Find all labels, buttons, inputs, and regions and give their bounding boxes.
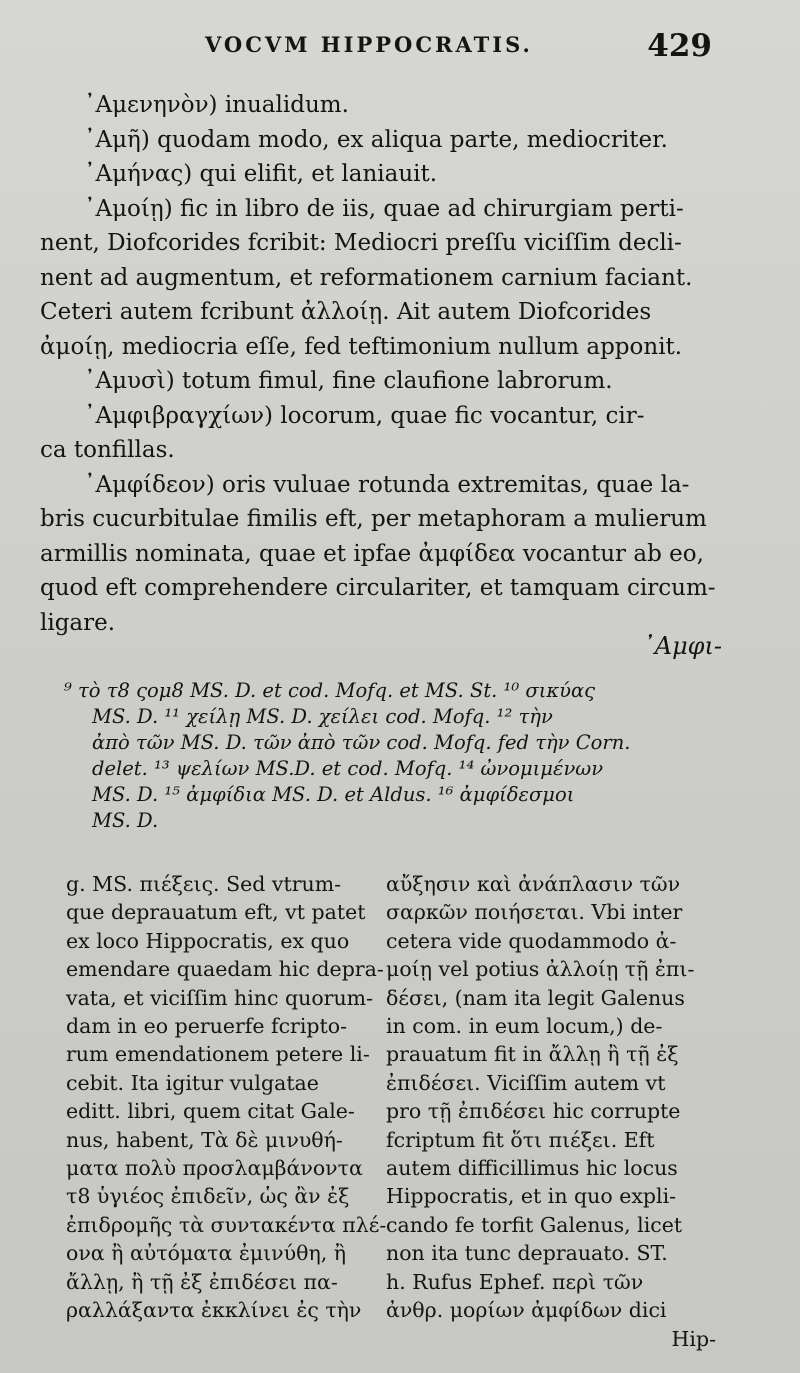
text-line: nent ad augmentum, et reformationem carnium faciant.	[40, 264, 693, 291]
commentary-line: ἀνθρ. μορίων ἀμφίδων dici	[386, 1298, 667, 1323]
commentary-line: cando fe torfit Galenus, licet	[386, 1212, 683, 1237]
commentary-line: ἐπιδέσει. Viciſſim autem vt	[386, 1070, 666, 1095]
commentary-line: que deprauatum eft, vt patet	[66, 900, 366, 925]
commentary-line: vata, et viciſſim hinc quorum-	[66, 985, 374, 1010]
text-line: quod eft comprehendere circulariter, et tamquam circum-	[40, 575, 716, 601]
entry-amphideon: ᾿Αμφίδεον) oris vuluae rotunda extremitas, quae la-	[84, 471, 690, 498]
commentary-line: editt. libri, quem citat Gale-	[66, 1099, 355, 1124]
footnote-line: MS. D.	[92, 809, 159, 832]
text-line: ca tonfillas.	[40, 437, 175, 463]
entry-amoie: ᾿Αμοίῃ) fic in libro de iis, quae ad chirurgiam perti-	[84, 195, 684, 222]
page-header	[0, 28, 800, 68]
text-line: Ceteri autem fcribunt ἀλλοίῃ. Ait autem Diofcorides	[40, 299, 652, 325]
commentary-line: σαρκῶν ποιήσεται. Vbi inter	[386, 900, 683, 925]
commentary-line: pro τῇ ἐπιδέσει hic corrupte	[386, 1099, 681, 1124]
footnote-line: delet. ¹³ ψελίων MS.D. et cod. Mofq. ¹⁴ ὠνομιμένων	[92, 757, 604, 780]
commentary-right-column	[386, 870, 716, 1353]
commentary-line: ἐπιδρομῆς τὰ συντακέντα πλέ-	[66, 1212, 387, 1237]
commentary-line: δέσει, (nam ita legit Galenus	[386, 985, 685, 1010]
commentary-line: μοίῃ vel potius ἀλλοίῃ τῇ ἐπι-	[386, 957, 695, 982]
commentary-line: αὔξησιν καὶ ἀνάπλασιν τῶν	[386, 872, 681, 896]
commentary-line: rum emendationem petere li-	[66, 1042, 370, 1067]
entry-amphibranchion: ᾿Αμφιβραγχίων) locorum, quae fic vocantur, cir-	[84, 402, 645, 429]
entry-amysi: ᾿Αμυσὶ) totum fimul, fine claufione labrorum.	[84, 368, 613, 394]
commentary-line: ἄλλῃ, ἢ τῇ ἐξ ἐπιδέσει πα-	[66, 1269, 338, 1294]
commentary-line: ραλλάξαντα ἐκκλίνει ἐς τὴν	[66, 1298, 362, 1323]
commentary-line: cetera vide quodammodo ἀ-	[386, 928, 677, 953]
commentary-line: dam in eo peruerfe fcripto-	[66, 1014, 348, 1039]
main-text	[40, 88, 720, 640]
text-line: ligare.	[40, 609, 116, 636]
text-line: nent, Diofcorides fcribit: Mediocri preſſu viciſſim decli-	[40, 230, 682, 256]
footnote-line: ἀπὸ τῶν MS. D. τῶν ἀπὸ τῶν cod. Mofq. fed τὴν Corn.	[92, 731, 631, 754]
commentary-line: h. Rufus Ephef. περὶ τῶν	[386, 1269, 644, 1294]
footnote-line: ⁹ τὸ τ8 ςομ8 MS. D. et cod. Mofq. et MS. St. ¹⁰ σικύας	[64, 679, 596, 702]
entry-ame: ᾿Αμῆ) quodam modo, ex aliqua parte, mediocriter.	[84, 126, 668, 153]
commentary-line: fcriptum fit ὅτι πιέξει. Eft	[386, 1127, 655, 1152]
commentary-line: ονα ἢ αὐτόματα ἐμινύθη, ἢ	[66, 1241, 347, 1266]
running-title: VOCVM HIPPOCRATIS.	[205, 32, 533, 57]
text-line: ἀμοίῃ, mediocria eſſe, fed teftimonium nullum apponit.	[40, 333, 683, 360]
commentary-line: non ita tunc deprauato. ST.	[386, 1241, 668, 1266]
text-line: bris cucurbitulae fimilis eft, per metaphoram a mulierum	[40, 506, 707, 532]
commentary-line: autem difficillimus hic locus	[386, 1156, 678, 1181]
commentary-line: ex loco Hippocratis, ex quo	[66, 928, 350, 953]
commentary-line: τ8 ὑγιέος ἐπιδεῖν, ὡς ἂν ἐξ	[66, 1184, 350, 1209]
page-number: 429	[647, 28, 712, 64]
commentary-line: prauatum fit in ἄλλῃ ἢ τῇ ἐξ	[386, 1042, 679, 1067]
commentary-line: cebit. Ita igitur vulgatae	[66, 1070, 319, 1095]
entry-amenenon: ᾿Αμενηνὸν) inualidum.	[84, 92, 349, 118]
commentary-line: ματα πολὺ προσλαμβάνοντα	[66, 1156, 363, 1181]
entry-amenas: ᾿Αμήνας) qui elifit, et laniauit.	[84, 161, 438, 187]
footnote-line: MS. D. ¹⁵ ἀμφίδια MS. D. et Aldus. ¹⁶ ἀμφίδεσμοι	[92, 783, 575, 806]
commentary-left-column	[66, 870, 387, 1325]
commentary-line: emendare quaedam hic depra-	[66, 957, 384, 982]
commentary-line: g. MS. πιέξεις. Sed vtrum-	[66, 872, 342, 896]
footnote-line: MS. D. ¹¹ χείλῃ MS. D. χείλει cod. Mofq. ¹² τὴν	[92, 705, 553, 728]
catchword-bottom: Hip-	[671, 1326, 716, 1351]
footnotes	[64, 678, 724, 834]
commentary-line: nus, habent, Τὰ δὲ μινυθή-	[66, 1127, 343, 1152]
commentary-line: in com. in eum locum,) de-	[386, 1014, 663, 1039]
catchword: ᾿Αμφι-	[642, 632, 722, 660]
commentary-line: Hippocratis, et in quo expli-	[386, 1184, 677, 1209]
text-line: armillis nominata, quae et ipfae ἀμφίδεα vocantur ab eo,	[40, 540, 704, 567]
